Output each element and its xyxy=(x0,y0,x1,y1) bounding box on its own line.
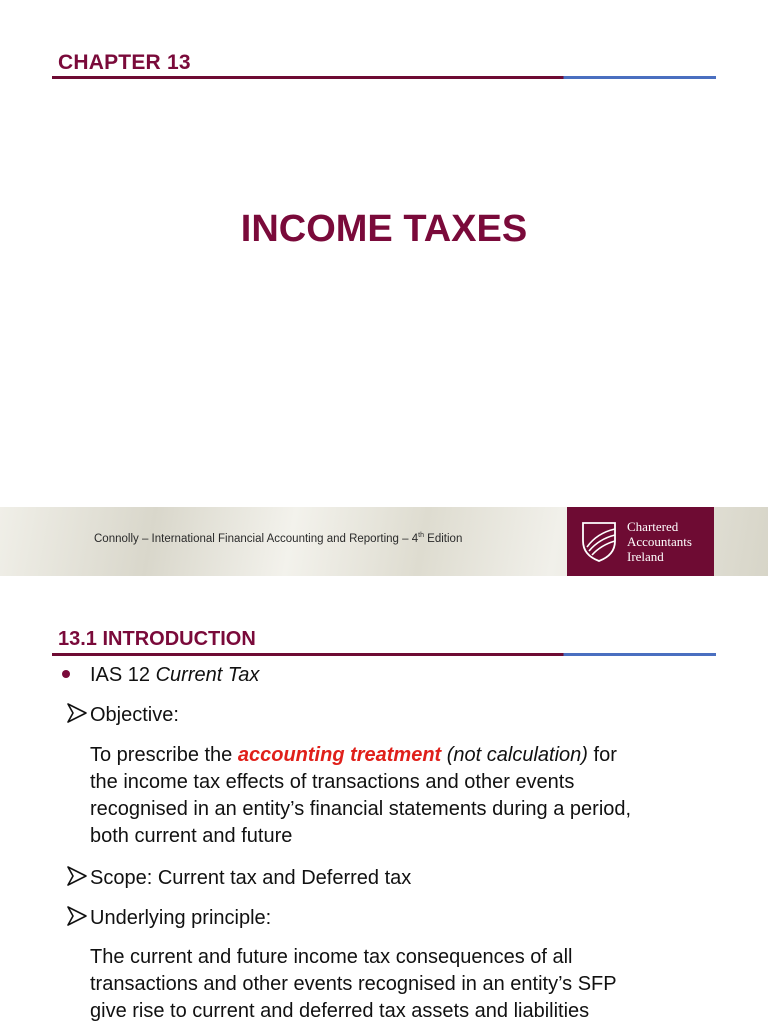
bullet-ias12-normal: IAS 12 xyxy=(90,664,156,686)
logo-swoosh-icon xyxy=(579,519,621,563)
arrow-bullet-icon xyxy=(66,905,88,927)
objective-label: Objective: xyxy=(90,704,179,726)
logo-line-2: Accountants xyxy=(627,534,692,549)
objective-line-1-italic: (not calculation) xyxy=(441,744,588,766)
chartered-accountants-logo xyxy=(567,507,714,576)
principle-label: Underlying principle: xyxy=(90,907,272,929)
objective-line-2: the income tax effects of transactions and other events xyxy=(90,771,575,793)
section-title: 13.1 INTRODUCTION xyxy=(58,628,256,650)
logo-line-3: Ireland xyxy=(627,549,664,564)
header-rule xyxy=(52,76,716,79)
section-rule xyxy=(52,653,716,656)
objective-line-1-start: To prescribe the xyxy=(90,744,238,766)
chapter-label: CHAPTER 13 xyxy=(58,51,191,74)
accounting-treatment-emphasis: accounting treatment xyxy=(237,744,442,766)
objective-line-1-end: for xyxy=(587,744,617,766)
arrow-bullet-icon xyxy=(66,865,88,887)
logo-line-1: Chartered xyxy=(627,519,679,534)
footer-citation xyxy=(94,532,462,545)
objective-line-3: recognised in an entity’s financial statements during a period, xyxy=(90,798,632,820)
footer-superscript: th xyxy=(418,532,424,539)
logo-text xyxy=(627,519,692,564)
principle-line-1: The current and future income tax consequences of all xyxy=(90,946,573,968)
principle-line-3: give rise to current and deferred tax assets and liabilities xyxy=(90,1000,590,1022)
footer-text-end: Edition xyxy=(423,532,463,545)
objective-line-4: both current and future xyxy=(90,825,293,847)
arrow-bullet-icon xyxy=(66,702,88,724)
bullet-ias12-italic: Current Tax xyxy=(155,664,260,686)
introduction-slide xyxy=(0,576,768,1024)
scope-label: Scope: Current tax and Deferred tax xyxy=(90,867,412,889)
objective-line-1 xyxy=(90,742,617,768)
bullet-dot-icon xyxy=(62,670,70,678)
footer-text-main: Connolly – International Financial Accounting and Reporting – 4 xyxy=(94,532,419,545)
principle-line-2: transactions and other events recognised in an entity’s SFP xyxy=(90,973,617,995)
bullet-ias12 xyxy=(90,662,259,688)
slide-footer xyxy=(0,507,768,576)
slide-title: INCOME TAXES xyxy=(240,208,528,250)
